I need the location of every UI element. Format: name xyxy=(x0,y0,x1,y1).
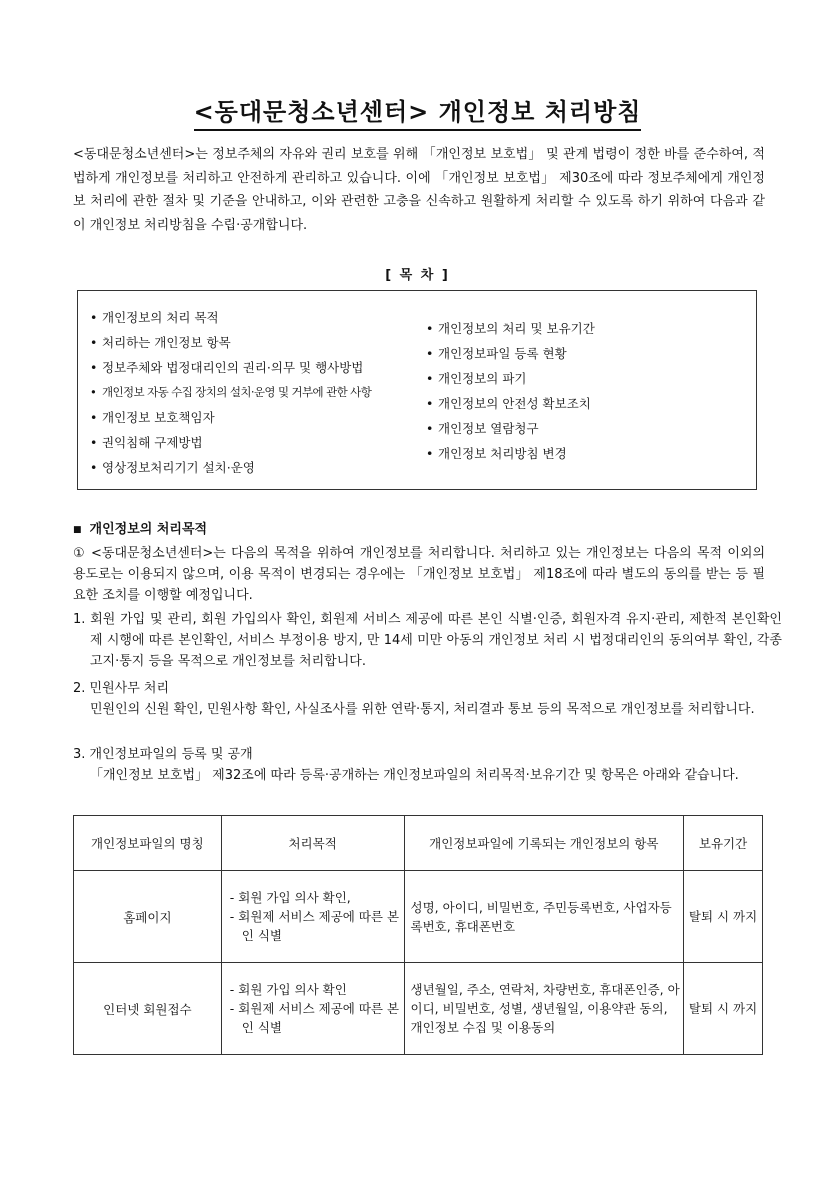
purpose-item-2-body: 민원인의 신원 확인, 민원사항 확인, 사실조사를 위한 연락·통지, 처리결과 통보 등의 목적으로 개인정보를 처리합니다. xyxy=(90,702,755,717)
purpose-line: - 회원제 서비스 제공에 따른 본인 식별 xyxy=(229,1001,400,1035)
purpose-cell xyxy=(221,963,404,1055)
bullet-icon: • xyxy=(426,446,434,461)
square-bullet-icon: ■ xyxy=(73,525,82,535)
period-cell: 탈퇴 시 까지 xyxy=(684,871,763,963)
bullet-icon: • xyxy=(90,360,98,375)
bullet-icon: • xyxy=(426,371,434,386)
intro-paragraph: <동대문청소년센터>는 정보주체의 자유와 권리 보호를 위해 「개인정보 보호법」 및 관계 법령이 정한 바를 준수하여, 적법하게 개인정보를 처리하고 안전하게 관리하고 있습니다. 이에 「개인정보 보호법」 제30조에 따라 정보주체에게 개인정보 처리에 관한 절차 및 기준을 안내하고, 이와 관련한 고충을 신속하고 원활하게 처리할 수 있도록 하기 위하여 다음과 같이 개인정보 처리방침을 수립·공개합니다. xyxy=(73,147,765,233)
page-title-wrap xyxy=(0,92,835,131)
bullet-icon: • xyxy=(426,321,434,336)
table-row xyxy=(74,871,763,963)
bullet-icon: • xyxy=(90,335,98,350)
toc-item: • 영상정보처리기기 설치·운영 xyxy=(90,455,420,480)
purpose-item-3 xyxy=(73,744,765,786)
bullet-icon: • xyxy=(90,310,98,325)
items-cell: 생년월일, 주소, 연락처, 차량번호, 휴대폰인증, 아이디, 비밀번호, 성별, 생년월일, 이용약관 동의, 개인정보 수집 및 이용동의 xyxy=(404,963,684,1055)
toc-item: • 개인정보 보호책임자 xyxy=(90,405,420,430)
purpose-item-2 xyxy=(73,678,765,720)
purpose-line: - 회원제 서비스 제공에 따른 본인 식별 xyxy=(229,909,400,943)
column-header: 개인정보파일에 기록되는 개인정보의 항목 xyxy=(404,816,684,871)
bullet-icon: • xyxy=(90,460,98,475)
toc-box xyxy=(77,290,757,490)
column-header: 처리목적 xyxy=(221,816,404,871)
purpose-line: - 회원 가입 의사 확인 xyxy=(229,982,347,997)
period-cell: 탈퇴 시 까지 xyxy=(684,963,763,1055)
toc-item: • 개인정보 자동 수집 장치의 설치·운영 및 거부에 관한 사항 xyxy=(90,380,420,405)
toc-item: • 개인정보파일 등록 현황 xyxy=(426,341,746,366)
toc-item: • 개인정보의 안전성 확보조치 xyxy=(426,391,746,416)
purpose-item-1: 1. 회원 가입 및 관리, 회원 가입의사 확인, 회원제 서비스 제공에 따른 본인 식별·인증, 회원자격 유지·관리, 제한적 본인확인제 시행에 따른 본인확인, 서비스 부정이용 방지, 만 14세 미만 아동의 개인정보 처리 시 법정대리인의 동의여부 확인, 각종 고지·통지 등을 목적으로 개인정보를 처리합니다. xyxy=(73,612,782,669)
purpose-item-3-body: 「개인정보 보호법」 제32조에 따라 등록·공개하는 개인정보파일의 처리목적·보유기간 및 항목은 아래와 같습니다. xyxy=(90,768,739,783)
toc-item: • 권익침해 구제방법 xyxy=(90,430,420,455)
purpose-item-3-title: 3. 개인정보파일의 등록 및 공개 xyxy=(73,747,253,762)
bullet-icon: • xyxy=(90,385,97,399)
column-header: 보유기간 xyxy=(684,816,763,871)
purpose-cell xyxy=(221,871,404,963)
column-header: 개인정보파일의 명칭 xyxy=(74,816,222,871)
table-header-row xyxy=(74,816,763,871)
section-heading xyxy=(73,518,207,537)
toc-title: [ 목 차 ] xyxy=(385,268,450,283)
table-row xyxy=(74,963,763,1055)
bullet-icon: • xyxy=(426,346,434,361)
file-name-cell: 인터넷 회원접수 xyxy=(74,963,222,1055)
items-cell: 성명, 아이디, 비밀번호, 주민등록번호, 사업자등록번호, 휴대폰번호 xyxy=(404,871,684,963)
toc-item: • 개인정보 처리방침 변경 xyxy=(426,441,746,466)
toc-item: • 정보주체와 법정대리인의 권리·의무 및 행사방법 xyxy=(90,355,420,380)
purpose-item-2-title: 2. 민원사무 처리 xyxy=(73,681,170,696)
toc-item: • 개인정보의 처리 목적 xyxy=(90,305,420,330)
purpose-line: - 회원 가입 의사 확인, xyxy=(229,890,351,905)
toc-item: • 개인정보 열람청구 xyxy=(426,416,746,441)
file-name-cell: 홈페이지 xyxy=(74,871,222,963)
toc-item: • 개인정보의 파기 xyxy=(426,366,746,391)
bullet-icon: • xyxy=(90,410,98,425)
toc-right-list xyxy=(426,316,746,466)
bullet-icon: • xyxy=(90,435,98,450)
bullet-icon: • xyxy=(426,421,434,436)
page-title: <동대문청소년센터> 개인정보 처리방침 xyxy=(194,92,642,131)
toc-item: • 처리하는 개인정보 항목 xyxy=(90,330,420,355)
section-heading-text: 개인정보의 처리목적 xyxy=(89,522,208,537)
bullet-icon: • xyxy=(426,396,434,411)
toc-item: • 개인정보의 처리 및 보유기간 xyxy=(426,316,746,341)
section-paragraph: ① <동대문청소년센터>는 다음의 목적을 위하여 개인정보를 처리합니다. 처리하고 있는 개인정보는 다음의 목적 이외의 용도로는 이용되지 않으며, 이용 목적이 변경되는 경우에는 「개인정보 보호법」 제18조에 따라 별도의 동의를 받는 등 필요한 조치를 이행할 예정입니다. xyxy=(73,546,765,603)
toc-left-list xyxy=(90,305,420,480)
personal-info-file-table xyxy=(73,815,763,1055)
